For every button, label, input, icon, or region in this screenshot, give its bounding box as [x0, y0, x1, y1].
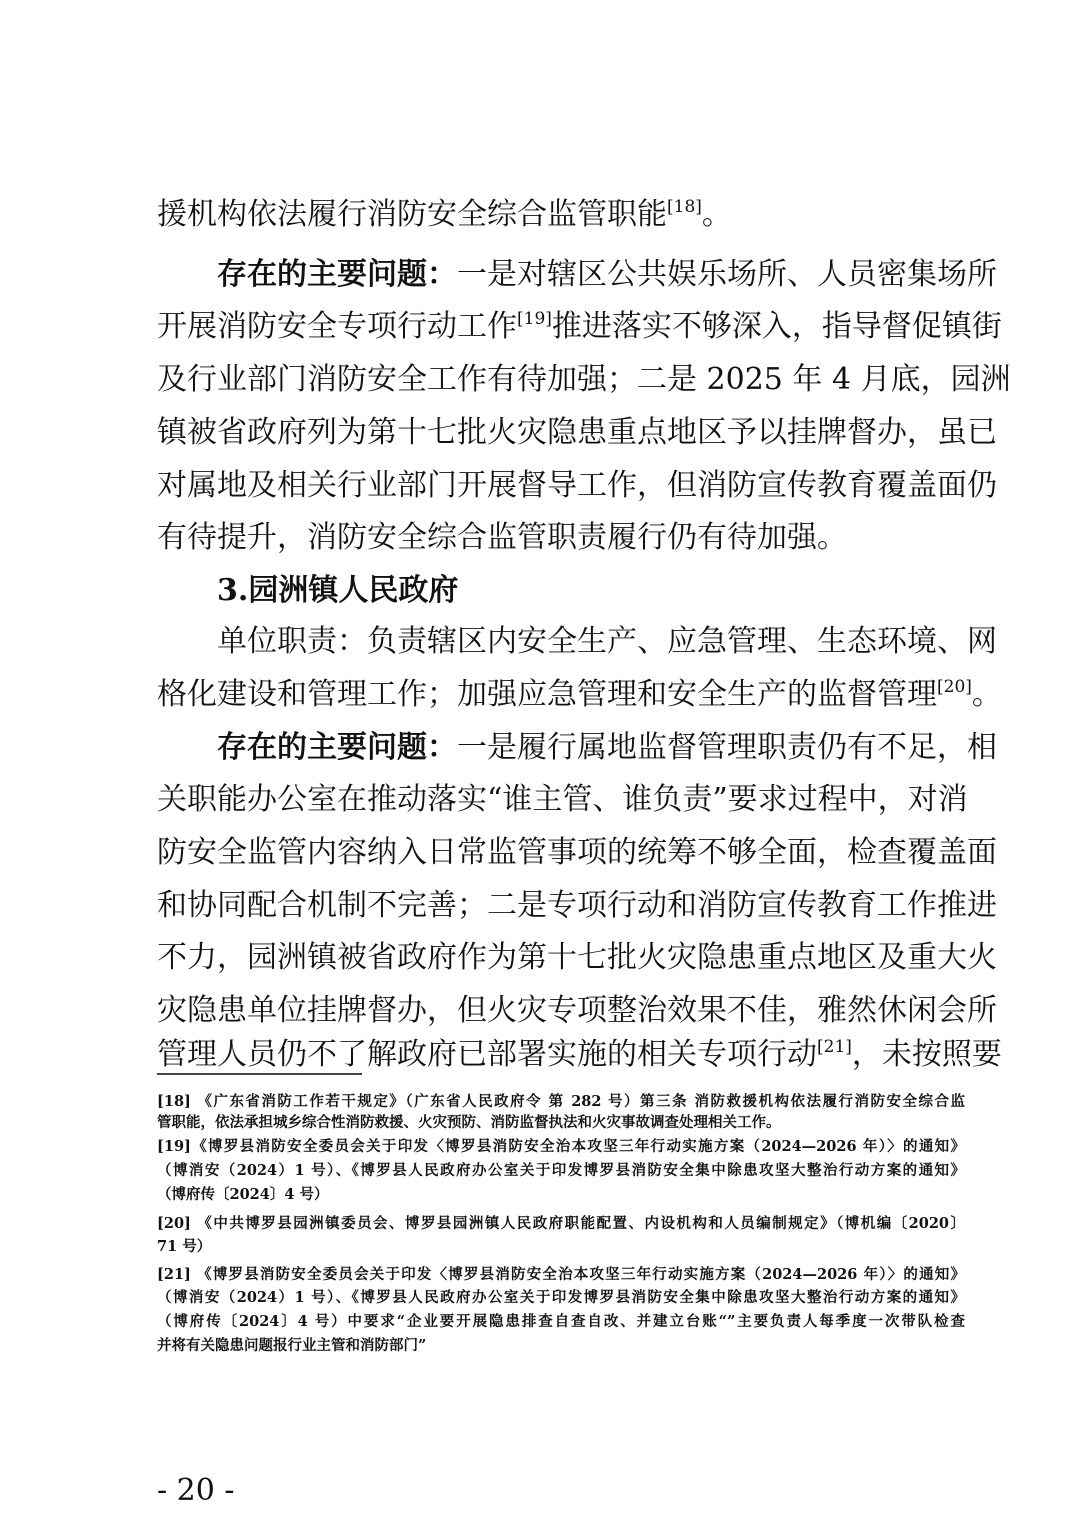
body-line-1: 援机构依法履行消防安全综合监管职能[18]。 [157, 197, 732, 232]
body-line-2: 存在的主要问题：一是对辖区公共娱乐场所、人员密集场所 [217, 257, 997, 292]
body-line-14: 和协同配合机制不完善；二是专项行动和消防宣传教育工作推进 [157, 888, 997, 923]
footnote-18-cont: 管职能，依法承担城乡综合性消防救援、火灾预防、消防监督执法和火灾事故调查处理相关工作。 [157, 1114, 781, 1131]
section-heading: 3.园洲镇人民政府 [217, 573, 459, 608]
body-line-6: 对属地及相关行业部门开展督导工作，但消防宣传教育覆盖面仍 [157, 468, 997, 503]
body-line-11: 存在的主要问题：一是履行属地监督管理职责仍有不足，相 [217, 730, 997, 765]
page-number: - 20 - [157, 1473, 235, 1508]
footnote-ref-19[interactable]: [19] [517, 309, 552, 329]
body-line-9: 单位职责：负责辖区内安全生产、应急管理、生态环境、网 [217, 624, 997, 659]
footnote-21: [21] 《博罗县消防安全委员会关于印发〈博罗县消防安全治本攻坚三年行动实施方案（2024—2026 年）〉的通知》 [157, 1266, 965, 1283]
footnote-20-cont: 71 号） [157, 1238, 212, 1255]
body-line-3: 开展消防安全专项行动工作[19]推进落实不够深入，指导督促镇街 [157, 309, 1002, 344]
body-line-12: 关职能办公室在推动落实“谁主管、谁负责”要求过程中，对消 [157, 782, 968, 817]
issue-label: 存在的主要问题： [217, 730, 457, 765]
body-line-13: 防安全监管内容纳入日常监管事项的统筹不够全面，检查覆盖面 [157, 835, 997, 870]
footnote-ref-20[interactable]: [20] [937, 677, 972, 697]
footnote-19-cont: （博消安（2024）1 号）、《博罗县人民政府办公室关于印发博罗县消防安全集中除患攻坚大整治行动方案的通知》 [157, 1162, 965, 1179]
footnote-19: [19]《博罗县消防安全委员会关于印发〈博罗县消防安全治本攻坚三年行动实施方案（2024—2026 年）〉的通知》 [157, 1138, 965, 1155]
footnote-21-cont: （博府传〔2024〕4 号）中要求“企业要开展隐患排查自查自改、并建立台账“”主要负责人每季度一次带队检查 [157, 1313, 965, 1330]
issue-label: 存在的主要问题： [217, 257, 457, 292]
body-line-5: 镇被省政府列为第十七批火灾隐患重点地区予以挂牌督办，虽已 [157, 415, 997, 450]
body-line-7: 有待提升，消防安全综合监管职责履行仍有待加强。 [157, 520, 847, 555]
footnote-separator [157, 1073, 362, 1075]
footnote-21-cont: （博消安（2024）1 号）、《博罗县人民政府办公室关于印发博罗县消防安全集中除患攻坚大整治行动方案的通知》 [157, 1289, 965, 1306]
body-line-10: 格化建设和管理工作；加强应急管理和安全生产的监督管理[20]。 [157, 677, 1002, 712]
footnote-ref-21[interactable]: [21] [817, 1037, 852, 1057]
footnote-20: [20] 《中共博罗县园洲镇委员会、博罗县园洲镇人民政府职能配置、内设机构和人员编制规定》（博机编〔2020〕 [157, 1215, 965, 1232]
footnote-18: [18] 《广东省消防工作若干规定》（广东省人民政府令 第 282 号）第三条 消防救援机构依法履行消防安全综合监 [157, 1093, 965, 1110]
body-line-17: 管理人员仍不了解政府已部署实施的相关专项行动[21]，未按照要 [157, 1037, 1002, 1072]
body-line-16: 灾隐患单位挂牌督办，但火灾专项整治效果不佳，雅然休闲会所 [157, 993, 997, 1028]
footnote-19-cont: （博府传〔2024〕4 号） [157, 1186, 329, 1203]
footnote-ref-18[interactable]: [18] [667, 197, 702, 217]
footnote-21-cont: 并将有关隐患问题报行业主管和消防部门” [157, 1337, 427, 1354]
body-line-4: 及行业部门消防安全工作有待加强；二是 2025 年 4 月底，园洲 [157, 362, 1011, 397]
body-line-15: 不力，园洲镇被省政府作为第十七批火灾隐患重点地区及重大火 [157, 940, 997, 975]
